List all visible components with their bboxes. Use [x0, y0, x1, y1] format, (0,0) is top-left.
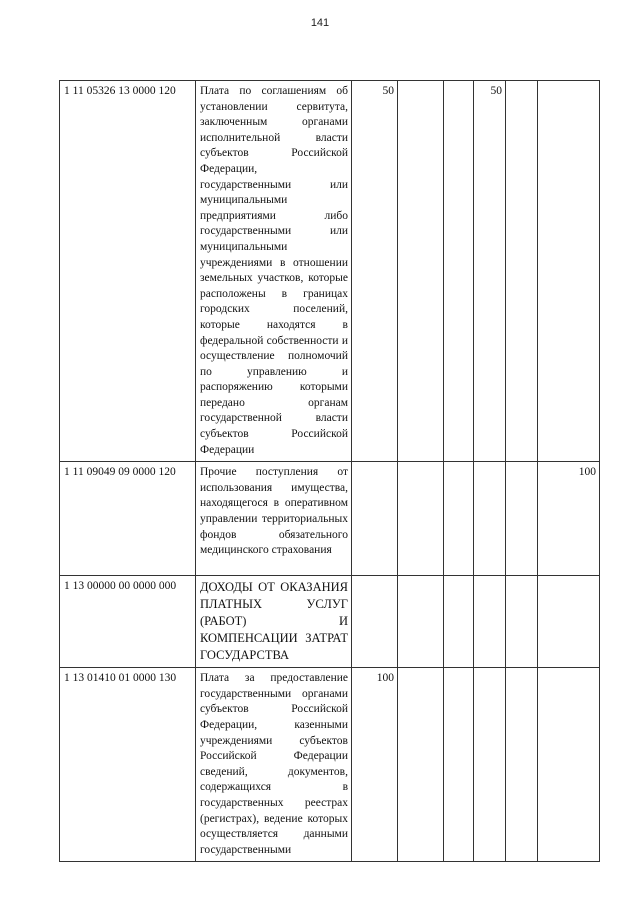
budget-code-cell: 1 13 00000 00 0000 000 — [60, 576, 196, 668]
revenue-table — [59, 80, 600, 862]
description-cell: Плата за предоставление государственными органами субъектов Российской Федерации, казенными учреждениями субъектов Российской Федерации сведений, документов, содержащихся в государственных реестрах (регистрах), ведение которых осуществляется данными государственными — [196, 668, 352, 862]
table-row — [60, 81, 600, 462]
value-cell — [444, 462, 474, 576]
value-cell: 100 — [352, 668, 398, 862]
value-cell — [352, 462, 398, 576]
value-cell — [398, 81, 444, 462]
value-cell: 50 — [474, 81, 506, 462]
value-cell — [398, 576, 444, 668]
value-cell — [398, 462, 444, 576]
value-cell — [474, 576, 506, 668]
value-cell — [444, 81, 474, 462]
table-row — [60, 576, 600, 668]
description-cell: ДОХОДЫ ОТ ОКАЗАНИЯ ПЛАТНЫХ УСЛУГ (РАБОТ) И КОМПЕНСАЦИИ ЗАТРАТ ГОСУДАРСТВА — [196, 576, 352, 668]
value-cell — [506, 668, 538, 862]
value-cell — [538, 576, 600, 668]
value-cell: 50 — [352, 81, 398, 462]
value-cell — [444, 576, 474, 668]
value-cell — [538, 668, 600, 862]
value-cell — [506, 81, 538, 462]
value-cell — [398, 668, 444, 862]
budget-code-cell: 1 11 09049 09 0000 120 — [60, 462, 196, 576]
value-cell — [474, 668, 506, 862]
table-row — [60, 668, 600, 862]
value-cell — [538, 81, 600, 462]
value-cell — [506, 462, 538, 576]
value-cell — [474, 462, 506, 576]
value-cell — [444, 668, 474, 862]
table-row — [60, 462, 600, 576]
page-number: 141 — [310, 17, 330, 29]
value-cell — [506, 576, 538, 668]
value-cell — [352, 576, 398, 668]
description-cell: Прочие поступления от использования имущества, находящегося в оперативном управлении территориальных фондов обязательного медицинского страхования — [196, 462, 352, 576]
budget-code-cell: 1 13 01410 01 0000 130 — [60, 668, 196, 862]
description-cell: Плата по соглашениям об установлении сервитута, заключенным органами исполнительной власти субъектов Российской Федерации, государственными или муниципальными предприятиями либо государственными или муниципальными учреждениями в отношении земельных участков, которые расположены в границах городских поселений, которые находятся в федеральной собственности и осуществление полномочий по управлению и распоряжению которыми передано органам государственной власти субъектов Российской Федерации — [196, 81, 352, 462]
value-cell: 100 — [538, 462, 600, 576]
budget-code-cell: 1 11 05326 13 0000 120 — [60, 81, 196, 462]
